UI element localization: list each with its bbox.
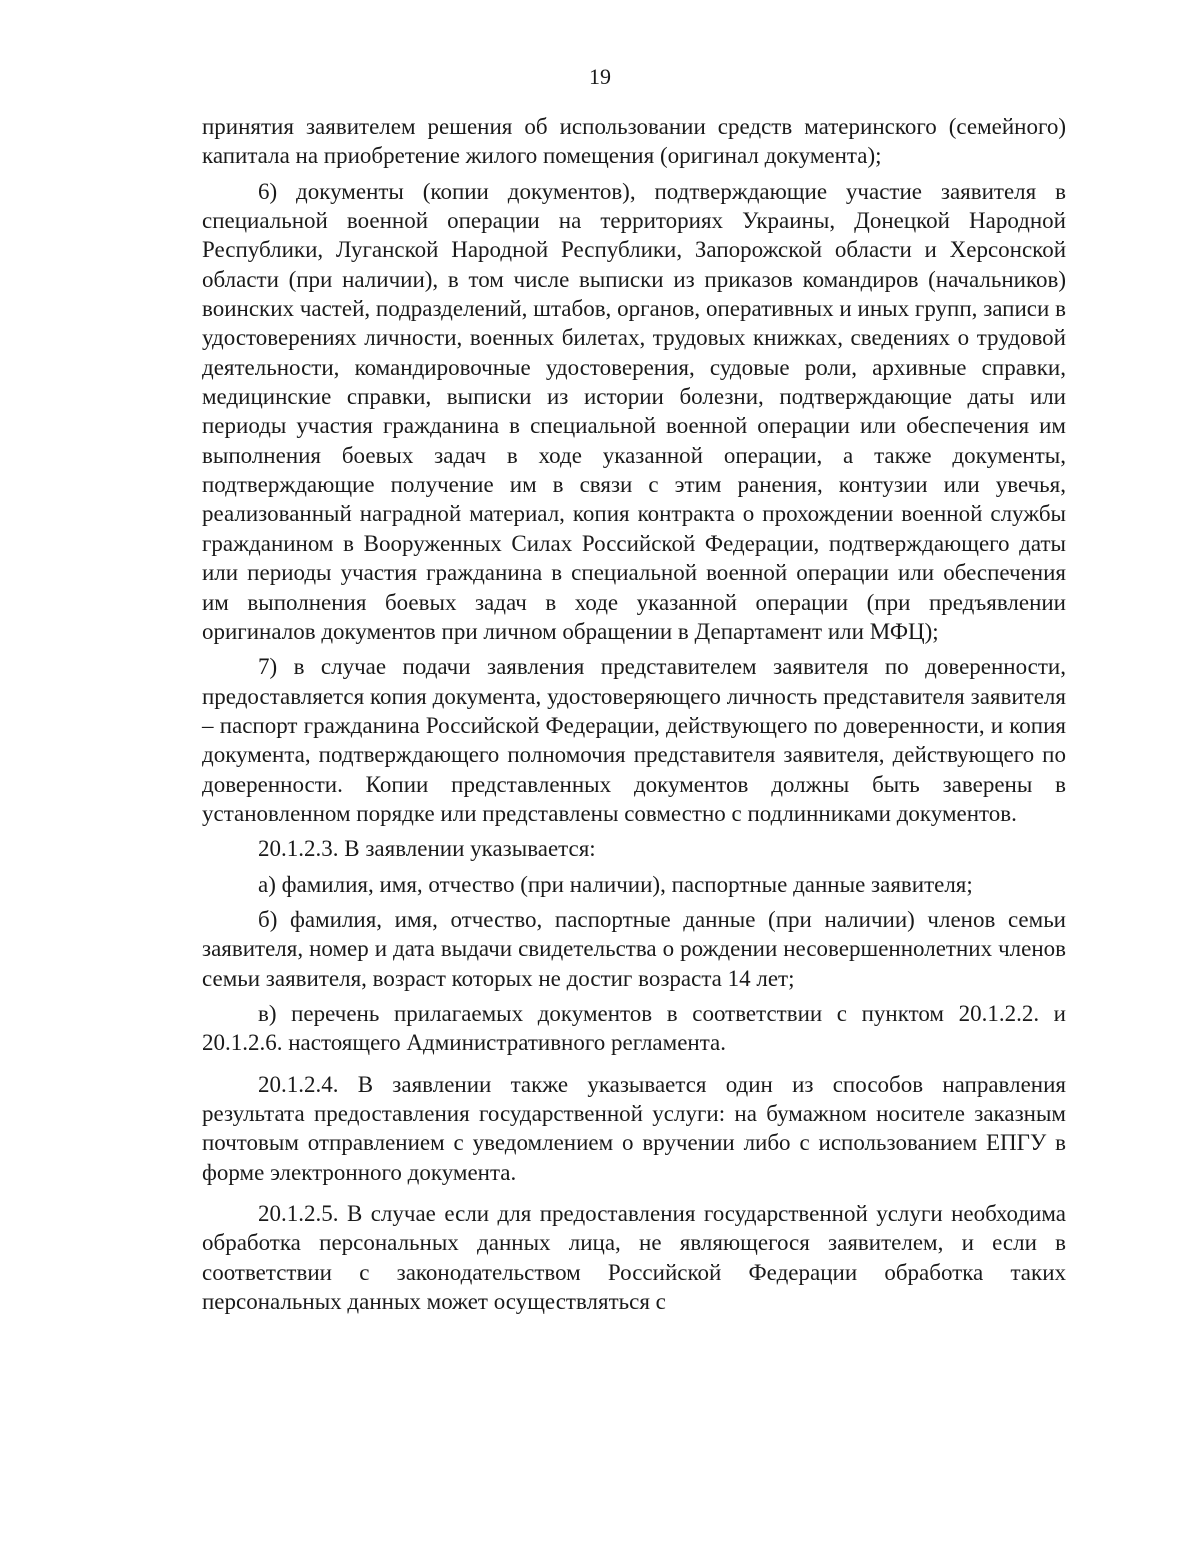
paragraph-item-b: б) фамилия, имя, отчество, паспортные данные (при наличии) членов семьи заявителя, номер и дата выдачи свидетельства о рождении несовершеннолетних членов семьи заявителя, возраст которых не достиг возраста 14 лет; bbox=[202, 906, 1066, 991]
page-number: 19 bbox=[589, 64, 611, 89]
paragraph-item-v: в) перечень прилагаемых документов в соответствии с пунктом 20.1.2.2. и 20.1.2.6. настоящего Административного регламента. bbox=[202, 1000, 1066, 1056]
paragraph-20-1-2-5: 20.1.2.5. В случае если для предоставления государственной услуги необходима обработка персональных данных лица, не являющегося заявителем, и если в соответствии с законодательством Российской Федерации обработка таких персональных данных может осуществляться с bbox=[202, 1201, 1066, 1315]
paragraph-item-6: 6) документы (копии документов), подтверждающие участие заявителя в специальной военной операции на территориях Украины, Донецкой Народной Республики, Луганской Народной Республики, Запорожской области и Херсонской области (при наличии), в том числе выписки из приказов командиров (начальников) воинских частей, подразделений, штабов, органов, оперативных и иных групп, записи в удостоверениях личности, военных билетах, трудовых книжках, сведениях о трудовой деятельности, командировочные удостоверения, судовые роли, архивные справки, медицинские справки, выписки из истории болезни, подтверждающие даты или периоды участия гражданина в специальной военной операции или обеспечения им выполнения боевых задач в ходе указанной операции, а также документы, подтверждающие получение им в связи с этим ранения, контузии или увечья, реализованный наградной материал, копия контракта о прохождении военной службы гражданином в Вооруженных Силах Российской Федерации, подтверждающего даты или периоды участия гражданина в специальной военной операции или обеспечения им выполнения боевых задач в ходе указанной операции (при предъявлении оригиналов документов при личном обращении в Департамент или МФЦ); bbox=[202, 178, 1066, 644]
paragraph-20-1-2-3: 20.1.2.3. В заявлении указывается: bbox=[258, 836, 596, 862]
paragraph-item-a: а) фамилия, имя, отчество (при наличии), паспортные данные заявителя; bbox=[258, 871, 973, 897]
paragraph-continuation: принятия заявителем решения об использовании средств материнского (семейного) капитала на приобретение жилого помещения (оригинал документа); bbox=[202, 114, 1066, 169]
paragraph-20-1-2-4: 20.1.2.4. В заявлении также указывается один из способов направления результата предоставления государственной услуги: на бумажном носителе заказным почтовым отправлением с уведомлением о вручении либо с использованием ЕПГУ в форме электронного документа. bbox=[202, 1071, 1066, 1185]
paragraph-item-7: 7) в случае подачи заявления представителем заявителя по доверенности, предоставляется копия документа, удостоверяющего личность представителя заявителя – паспорт гражданина Российской Федерации, действующего по доверенности, и копия документа, подтверждающего полномочия представителя заявителя, действующего по доверенности. Копии представленных документов должны быть заверены в установленном порядке или представлены совместно с подлинниками документов. bbox=[202, 654, 1066, 826]
document-body bbox=[202, 112, 1066, 1316]
